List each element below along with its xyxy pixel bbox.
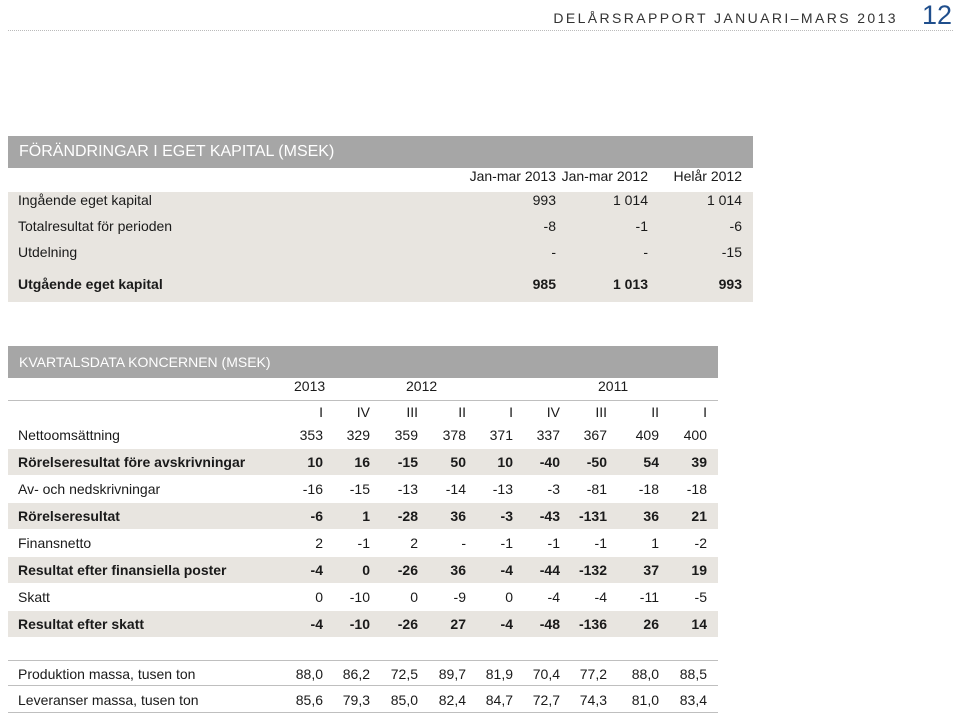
quarterly-row: [8, 449, 718, 475]
row-value: -2: [694, 535, 707, 551]
row-value: -4: [500, 616, 513, 632]
equity-col-header: Jan-mar 2013: [469, 168, 556, 184]
equity-row: [8, 244, 753, 270]
equity-table-title: FÖRÄNDRINGAR I EGET KAPITAL (MSEK): [8, 136, 753, 168]
row-value: 337: [536, 427, 560, 443]
row-value: 39: [691, 454, 707, 470]
row-value: 1 013: [612, 276, 648, 292]
row-value: 70,4: [532, 666, 560, 682]
row-label: Utdelning: [18, 244, 78, 260]
row-value: 19: [691, 562, 707, 578]
row-value: 371: [489, 427, 513, 443]
row-value: -10: [349, 616, 370, 632]
row-label: Rörelseresultat: [18, 508, 120, 524]
row-value: 10: [497, 454, 513, 470]
row-label: Rörelseresultat före avskrivningar: [18, 454, 246, 470]
row-value: -28: [397, 508, 418, 524]
row-value: 27: [450, 616, 466, 632]
row-value: 88,0: [295, 666, 323, 682]
row-value: -4: [310, 562, 323, 578]
quarter-label: IV: [546, 404, 560, 420]
row-value: -1: [635, 218, 648, 234]
row-value: 14: [691, 616, 707, 632]
row-value: -26: [397, 562, 418, 578]
row-value: 72,5: [390, 666, 418, 682]
header-divider: [8, 30, 953, 31]
row-value: -13: [492, 481, 513, 497]
row-value: -26: [397, 616, 418, 632]
row-value: -131: [578, 508, 607, 524]
row-value: 2: [315, 535, 323, 551]
row-value: 85,6: [295, 692, 323, 708]
row-value: -15: [721, 244, 742, 260]
page-number: 12: [921, 0, 952, 30]
row-label: Leveranser massa, tusen ton: [18, 692, 199, 708]
row-value: 1 014: [706, 192, 742, 208]
page-header: [0, 0, 960, 36]
row-label: Totalresultat för perioden: [18, 218, 173, 234]
row-label: Resultat efter finansiella poster: [18, 562, 227, 578]
row-value: -18: [638, 481, 659, 497]
row-value: -136: [578, 616, 607, 632]
row-value: -11: [639, 589, 659, 605]
row-value: -43: [539, 508, 560, 524]
row-value: -: [461, 535, 466, 551]
row-value: 353: [299, 427, 323, 443]
row-value: 37: [643, 562, 659, 578]
row-label: Resultat efter skatt: [18, 616, 145, 632]
equity-total-row: [8, 270, 753, 302]
row-value: 79,3: [342, 692, 370, 708]
row-value: 16: [354, 454, 370, 470]
row-value: 359: [394, 427, 418, 443]
row-value: 84,7: [485, 692, 513, 708]
row-value: 0: [410, 589, 418, 605]
quarterly-row: [8, 611, 718, 637]
quarter-label: III: [406, 404, 418, 420]
row-value: 83,4: [679, 692, 707, 708]
row-value: 54: [643, 454, 659, 470]
row-value: -1: [594, 535, 607, 551]
row-value: -132: [578, 562, 607, 578]
row-value: 367: [583, 427, 607, 443]
quarterly-row: [8, 584, 718, 610]
row-value: 409: [635, 427, 659, 443]
quarter-label: III: [595, 404, 607, 420]
row-value: 86,2: [342, 666, 370, 682]
row-value: 993: [532, 192, 556, 208]
quarter-label: II: [458, 404, 466, 420]
row-value: 81,0: [631, 692, 659, 708]
row-value: -48: [539, 616, 560, 632]
row-label: Produktion massa, tusen ton: [18, 666, 196, 682]
row-value: -: [551, 244, 556, 260]
row-value: -4: [594, 589, 607, 605]
row-value: 329: [346, 427, 370, 443]
quarterly-row: [8, 476, 718, 502]
production-row: [8, 660, 718, 686]
row-value: -1: [500, 535, 513, 551]
row-value: 36: [450, 562, 466, 578]
row-value: 0: [362, 562, 370, 578]
row-label: Av- och nedskrivningar: [18, 481, 161, 497]
row-value: 1: [362, 508, 370, 524]
row-value: -3: [500, 508, 513, 524]
row-value: -40: [539, 454, 560, 470]
row-value: -13: [397, 481, 418, 497]
row-value: 26: [643, 616, 659, 632]
row-value: -15: [349, 481, 370, 497]
report-title: DELÅRSRAPPORT JANUARI–MARS 2013: [553, 10, 898, 26]
row-value: 36: [450, 508, 466, 524]
row-value: 88,0: [631, 666, 659, 682]
quarter-label: I: [703, 404, 707, 420]
row-value: -9: [453, 589, 466, 605]
quarterly-row: [8, 557, 718, 583]
row-label: Finansnetto: [18, 535, 92, 551]
row-value: -4: [547, 589, 560, 605]
quarter-label: II: [651, 404, 659, 420]
row-label: Ingående eget kapital: [18, 192, 152, 208]
row-value: 89,7: [438, 666, 466, 682]
row-value: -: [643, 244, 648, 260]
row-value: 400: [683, 427, 707, 443]
row-value: 50: [450, 454, 466, 470]
row-value: -14: [445, 481, 466, 497]
equity-col-header: Jan-mar 2012: [561, 168, 648, 184]
row-value: 88,5: [679, 666, 707, 682]
row-value: 10: [307, 454, 323, 470]
row-value: 1 014: [612, 192, 648, 208]
quarterly-row: [8, 530, 718, 556]
quarter-label: IV: [356, 404, 370, 420]
row-value: 81,9: [485, 666, 513, 682]
row-value: 985: [532, 276, 556, 292]
equity-column-headers: [8, 168, 753, 194]
quarter-label: I: [509, 404, 513, 420]
row-label: Utgående eget kapital: [18, 276, 163, 292]
row-value: 85,0: [390, 692, 418, 708]
row-value: 0: [315, 589, 323, 605]
row-value: -1: [547, 535, 560, 551]
row-value: -50: [586, 454, 607, 470]
row-value: -1: [357, 535, 370, 551]
row-value: 74,3: [579, 692, 607, 708]
row-value: -4: [500, 562, 513, 578]
row-value: 82,4: [438, 692, 466, 708]
row-value: 2: [410, 535, 418, 551]
row-value: -8: [543, 218, 556, 234]
row-value: 77,2: [579, 666, 607, 682]
row-value: -6: [310, 508, 323, 524]
year-label: 2013: [294, 378, 326, 394]
row-value: 36: [643, 508, 659, 524]
row-value: -10: [349, 589, 370, 605]
quarter-label: I: [319, 404, 323, 420]
row-value: -5: [694, 589, 707, 605]
row-value: 378: [442, 427, 466, 443]
row-value: -15: [397, 454, 418, 470]
row-label: Skatt: [18, 589, 50, 605]
equity-row: [8, 218, 753, 244]
row-value: 0: [505, 589, 513, 605]
equity-col-header: Helår 2012: [673, 168, 742, 184]
row-value: -44: [539, 562, 560, 578]
quarterly-row: [8, 503, 718, 529]
row-value: 21: [691, 508, 707, 524]
row-value: -3: [547, 481, 560, 497]
row-value: 993: [718, 276, 742, 292]
year-label: 2011: [598, 378, 629, 394]
row-value: 72,7: [532, 692, 560, 708]
quarterly-table-title: KVARTALSDATA KONCERNEN (MSEK): [8, 346, 718, 378]
production-row: [8, 687, 718, 713]
row-value: -6: [729, 218, 742, 234]
row-value: -4: [310, 616, 323, 632]
year-label: 2012: [406, 378, 438, 394]
row-label: Nettoomsättning: [18, 427, 120, 443]
row-value: -16: [302, 481, 323, 497]
row-value: 1: [651, 535, 659, 551]
equity-row: [8, 192, 753, 218]
row-value: -81: [586, 481, 607, 497]
quarterly-row: [8, 422, 718, 448]
row-value: -18: [686, 481, 707, 497]
